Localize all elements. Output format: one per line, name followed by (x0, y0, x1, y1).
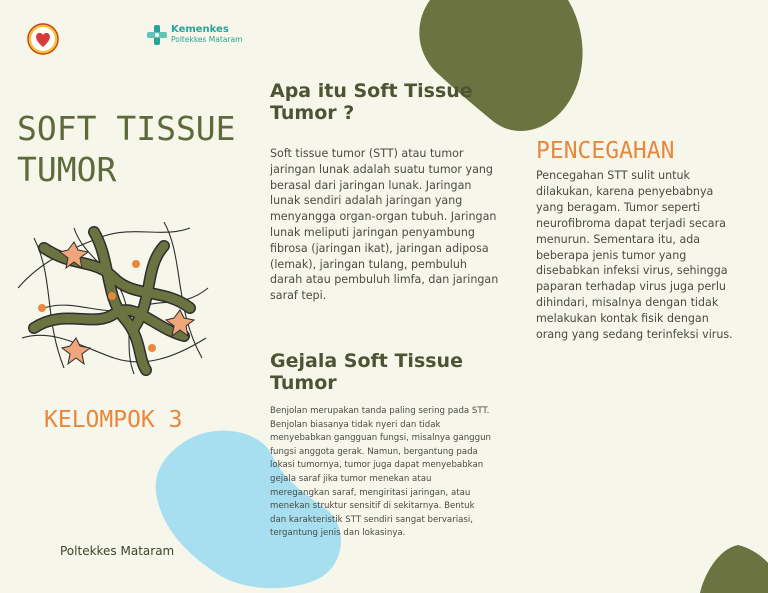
brand-name: Kemenkes (171, 24, 229, 35)
heading-symptoms: Gejala Soft Tissue Tumor (270, 350, 463, 394)
kemenkes-cross-icon (147, 25, 167, 45)
olive-blob-bottom-shape (700, 545, 768, 593)
paragraph-prevention: Pencegahan STT sulit untuk dilakukan, karena penyebabnya yang beragam. Tumor seperti neurofibroma dapat terjadi secara menurun. Sementara itu, ada beberapa jenis tumor yang disebabkan infeksi virus, sehingga paparan terhadap virus juga perlu dihindari, misalnya dengan tidak melakukan kontak fisik dengan orang yang sedang terinfeksi virus. (536, 169, 733, 342)
paragraph-what-is: Soft tissue tumor (STT) atau tumor jaringan lunak adalah suatu tumor yang berasal dari jaringan lunak. Jaringan lunak sendiri adalah jaringan yang menyangga organ-organ tubuh. Jaringan lunak meliputi jaringan penyambung fibrosa (jaringan ikat), jaringan adiposa (lemak), jaringan tulang, pembuluh darah atau pembuluh limfa, dan jaringan saraf tepi. (270, 147, 499, 303)
group-label: KELOMPOK 3 (44, 407, 183, 433)
brand-subtitle: Poltekkes Mataram (171, 35, 243, 44)
kemenkes-brand (147, 25, 242, 45)
heading-what-is: Apa itu Soft Tissue Tumor ? (270, 80, 473, 124)
heading-prevention: PENCEGAHAN (536, 138, 675, 164)
neuron-network-illustration (14, 218, 210, 376)
institution-label: Poltekkes Mataram (60, 544, 175, 558)
main-title: SOFT TISSUE TUMOR (17, 109, 236, 189)
paragraph-symptoms: Benjolan merupakan tanda paling sering pada STT. Benjolan biasanya tidak nyeri dan tidak menyebabkan gangguan fungsi, misalnya ganggun fungsi anggota gerak. Namun, bergantung pada lokasi tumornya, tumor juga dapat menyebabkan gejala saraf jika tumor menekan atau meregangkan saraf, mengiritasi jaringan, atau menekan struktur sensitif di sekitarnya. Bentuk dan karakteristik STT sendiri sangat bervariasi, tergantung jenis dan lokasinya. (270, 406, 491, 539)
school-logo (26, 22, 60, 56)
